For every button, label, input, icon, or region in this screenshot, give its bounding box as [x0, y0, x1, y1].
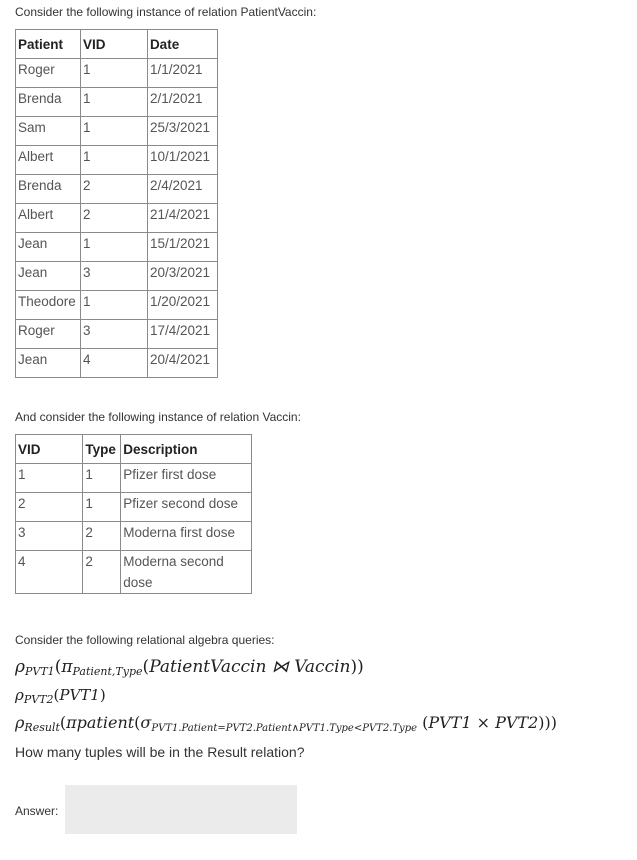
query-body: PatientVaccin ⋈ Vaccin [149, 657, 351, 677]
table-cell: Moderna first dose [121, 522, 252, 551]
table-cell: 1 [16, 464, 83, 493]
query-2 [15, 686, 106, 706]
vaccin-table [15, 434, 252, 594]
question-text: How many tuples will be in the Result relation? [15, 744, 305, 760]
table-cell: 1 [83, 464, 121, 493]
table-row [16, 175, 218, 204]
table-cell: Jean [16, 349, 81, 378]
table-cell: 2 [16, 493, 83, 522]
rename-target: Result [24, 721, 60, 734]
table-cell: 1 [80, 88, 147, 117]
table-cell: 2/4/2021 [147, 175, 217, 204]
query-body: PVT1 [59, 686, 100, 704]
table-cell: 1/20/2021 [147, 291, 217, 320]
table-cell: 1 [80, 146, 147, 175]
column-header: Patient [16, 30, 81, 59]
table-cell: 2 [83, 551, 121, 594]
table-header-row [16, 435, 252, 464]
query-1 [15, 657, 364, 678]
table-cell: 2/1/2021 [147, 88, 217, 117]
table-cell: Brenda [16, 175, 81, 204]
table-row [16, 493, 252, 522]
table-cell: 1 [80, 117, 147, 146]
table-cell: Jean [16, 262, 81, 291]
table-cell: Sam [16, 117, 81, 146]
table-row [16, 204, 218, 233]
table-row [16, 291, 218, 320]
table-cell: 1 [80, 233, 147, 262]
table-row [16, 522, 252, 551]
table-cell: Roger [16, 59, 81, 88]
answer-label: Answer: [15, 804, 59, 818]
table-header-row [16, 30, 218, 59]
query-body: PVT1 × PVT2 [428, 713, 539, 732]
table-cell: Roger [16, 320, 81, 349]
sigma-symbol: σ [140, 713, 152, 732]
table-cell: 1 [80, 291, 147, 320]
answer-input[interactable] [65, 785, 297, 834]
table-row [16, 262, 218, 291]
table-cell: 25/3/2021 [147, 117, 217, 146]
table-cell: 1 [83, 493, 121, 522]
table-cell: Jean [16, 233, 81, 262]
intro-patient-vaccin: Consider the following instance of relation PatientVaccin: [15, 5, 317, 19]
open-paren: ( [59, 713, 67, 732]
open-paren: ( [53, 686, 60, 704]
pi-symbol: π [61, 657, 73, 677]
table-cell: 1/1/2021 [147, 59, 217, 88]
intro-vaccin: And consider the following instance of relation Vaccin: [15, 410, 301, 424]
rho-symbol: ρ [15, 686, 24, 704]
projection-list: Patient,Type [72, 665, 143, 678]
open-paren: ( [142, 657, 150, 677]
rename-target: PVT1 [25, 665, 55, 678]
table-cell: Pfizer first dose [121, 464, 252, 493]
rename-target: PVT2 [23, 693, 54, 706]
table-cell: 2 [83, 522, 121, 551]
intro-queries: Consider the following relational algebra queries: [15, 633, 275, 647]
table-cell: 4 [16, 551, 83, 594]
table-row [16, 59, 218, 88]
table-cell: 15/1/2021 [147, 233, 217, 262]
table-cell: 3 [16, 522, 83, 551]
open-paren: ( [54, 657, 62, 677]
table-cell: 10/1/2021 [147, 146, 217, 175]
table-cell: 17/4/2021 [147, 320, 217, 349]
table-cell: Pfizer second dose [121, 493, 252, 522]
table-row [16, 551, 252, 594]
table-cell: 20/3/2021 [147, 262, 217, 291]
patient-vaccin-table [15, 29, 218, 378]
close-paren: ))) [538, 713, 557, 732]
column-header: Date [147, 30, 217, 59]
rho-symbol: ρ [15, 657, 25, 677]
table-cell: 21/4/2021 [147, 204, 217, 233]
column-header: Description [121, 435, 252, 464]
table-cell: 3 [80, 320, 147, 349]
column-header: VID [80, 30, 147, 59]
open-paren: ( [417, 713, 429, 732]
selection-condition: PVT1.Patient=PVT2.Patient∧PVT1.Type<PVT2.Type [151, 723, 418, 734]
close-paren: )) [350, 657, 364, 677]
table-row [16, 146, 218, 175]
table-row [16, 320, 218, 349]
table-cell: 2 [80, 175, 147, 204]
query-3 [15, 713, 557, 734]
table-cell: 1 [80, 59, 147, 88]
column-header: VID [16, 435, 83, 464]
table-cell: Albert [16, 146, 81, 175]
table-cell: 3 [80, 262, 147, 291]
table-cell: 20/4/2021 [147, 349, 217, 378]
table-row [16, 117, 218, 146]
table-cell: Brenda [16, 88, 81, 117]
table-row [16, 88, 218, 117]
table-row [16, 233, 218, 262]
close-paren: ) [99, 686, 106, 704]
table-row [16, 349, 218, 378]
table-cell: 2 [80, 204, 147, 233]
table-cell: 4 [80, 349, 147, 378]
table-cell: Moderna second dose [121, 551, 252, 594]
table-cell: Theodore [16, 291, 81, 320]
column-header: Type [83, 435, 121, 464]
table-row [16, 464, 252, 493]
open-paren: ( [134, 713, 141, 732]
pi-symbol: π [66, 713, 77, 732]
rho-symbol: ρ [15, 713, 25, 732]
table-cell: Albert [16, 204, 81, 233]
projection-list: patient [76, 713, 135, 732]
